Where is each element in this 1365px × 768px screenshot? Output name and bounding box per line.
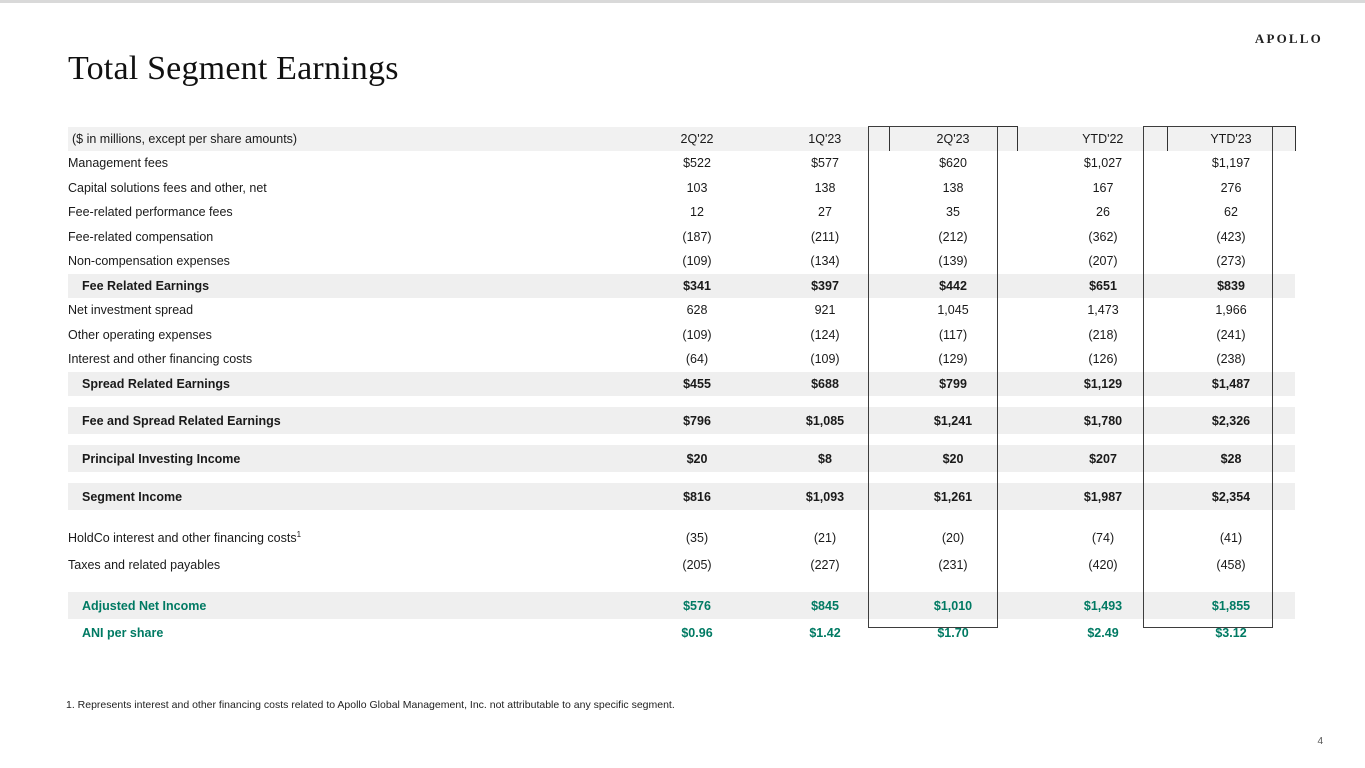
cell-2q23: $620 [939, 156, 967, 171]
cell-1q23: $8 [761, 445, 889, 472]
column-header-2q22: 2Q'22 [633, 127, 761, 152]
cell-1q23: (109) [810, 352, 840, 367]
table-row [68, 151, 1295, 176]
row-spacer [68, 396, 1295, 407]
row-label: Capital solutions fees and other, net [68, 180, 267, 195]
row-label: Management fees [68, 156, 169, 171]
cell-ytd23: $1,197 [1211, 156, 1251, 171]
cell-2q23: $20 [889, 445, 1017, 472]
cell-ytd22: $651 [1039, 274, 1167, 299]
cell-1q23: (211) [810, 229, 840, 244]
row-label: Segment Income [68, 483, 633, 510]
row-label: Other operating expenses [68, 327, 212, 342]
row-label: Taxes and related payables [68, 557, 221, 572]
cell-ytd22: $1,780 [1039, 407, 1167, 434]
cell-ytd23: 62 [1224, 205, 1238, 220]
cell-ytd23: 276 [1220, 180, 1242, 195]
cell-2q23: 35 [946, 205, 960, 220]
cell-2q22: $576 [633, 592, 761, 619]
cell-gap [1017, 249, 1039, 274]
cell-gap [1017, 483, 1039, 510]
cell-gap [1017, 524, 1039, 551]
row-label [68, 524, 633, 551]
cell-ytd22: $207 [1039, 445, 1167, 472]
cell-1q23: (227) [810, 557, 840, 572]
row-label: Net investment spread [68, 303, 194, 318]
cell-ytd23: $28 [1167, 445, 1295, 472]
cell-ytd23: $1,487 [1167, 372, 1295, 397]
table-row [68, 524, 1295, 551]
cell-2q22: 628 [686, 303, 708, 318]
cell-ytd23: $2,326 [1167, 407, 1295, 434]
cell-gap [1017, 619, 1039, 646]
cell-2q23: (231) [938, 557, 968, 572]
cell-ytd23: (241) [1216, 327, 1246, 342]
cell-1q23: (21) [813, 530, 837, 545]
cell-ytd23: (41) [1219, 530, 1243, 545]
table-row-total [68, 592, 1295, 619]
cell-1q23: 138 [814, 180, 836, 195]
cell-2q22: (64) [685, 352, 709, 367]
cell-ytd22: (420) [1088, 557, 1118, 572]
table-units-label: ($ in millions, except per share amounts) [68, 127, 633, 152]
table-row [68, 347, 1295, 372]
cell-2q22: $0.96 [681, 625, 713, 640]
cell-1q23: $1.42 [809, 625, 841, 640]
column-header-1q23: 1Q'23 [761, 127, 889, 152]
cell-gap [1017, 551, 1039, 578]
footnote: 1. Represents interest and other financing costs related to Apollo Global Management, Inc. not attributable to any specific segment. [66, 699, 675, 711]
table-row [68, 200, 1295, 225]
row-label: Spread Related Earnings [68, 372, 633, 397]
cell-gap [1017, 372, 1039, 397]
cell-gap [1017, 347, 1039, 372]
cell-ytd22: (207) [1088, 254, 1118, 269]
cell-gap [1017, 592, 1039, 619]
cell-2q23: $1,261 [889, 483, 1017, 510]
top-divider [0, 0, 1365, 3]
cell-1q23: $1,085 [761, 407, 889, 434]
cell-ytd23: 1,966 [1215, 303, 1247, 318]
cell-1q23: $397 [761, 274, 889, 299]
table-row-total [68, 619, 1295, 646]
cell-1q23: $1,093 [761, 483, 889, 510]
cell-ytd22: $1,493 [1039, 592, 1167, 619]
row-label: Non-compensation expenses [68, 254, 230, 269]
cell-gap [1017, 176, 1039, 201]
cell-gap [1017, 323, 1039, 348]
cell-2q22: $20 [633, 445, 761, 472]
cell-gap [1017, 225, 1039, 250]
cell-1q23: $577 [811, 156, 839, 171]
cell-2q23: 138 [942, 180, 964, 195]
cell-2q22: (109) [682, 254, 712, 269]
table-row-subtotal [68, 372, 1295, 397]
cell-2q23: $1,241 [889, 407, 1017, 434]
cell-2q22: $455 [633, 372, 761, 397]
cell-ytd22: $1,987 [1039, 483, 1167, 510]
cell-ytd22: (362) [1088, 229, 1118, 244]
table-row-subtotal [68, 274, 1295, 299]
row-label: Fee Related Earnings [68, 274, 633, 299]
row-spacer [68, 578, 1295, 592]
row-label-text: HoldCo interest and other financing costs [68, 531, 297, 546]
segment-earnings-table [68, 126, 1273, 646]
row-label: Adjusted Net Income [68, 592, 633, 619]
column-header-ytd22: YTD'22 [1039, 127, 1167, 152]
row-label: Fee-related performance fees [68, 205, 233, 220]
cell-1q23: 921 [814, 303, 836, 318]
row-spacer [68, 472, 1295, 483]
cell-ytd23: $3.12 [1215, 625, 1247, 640]
table-row [68, 225, 1295, 250]
cell-ytd22: (218) [1088, 327, 1118, 342]
header-gap [1017, 127, 1039, 152]
cell-2q23: (129) [938, 352, 968, 367]
row-label: ANI per share [82, 625, 164, 640]
cell-2q22: (35) [685, 530, 709, 545]
row-label: Fee-related compensation [68, 229, 214, 244]
column-header-ytd23: YTD'23 [1167, 127, 1295, 152]
cell-ytd23: (273) [1216, 254, 1246, 269]
cell-2q23: (117) [938, 327, 968, 342]
table-row-subtotal [68, 445, 1295, 472]
cell-gap [1017, 151, 1039, 176]
cell-gap [1017, 200, 1039, 225]
cell-2q23: $799 [889, 372, 1017, 397]
row-label: Fee and Spread Related Earnings [68, 407, 633, 434]
cell-2q23: $1.70 [937, 625, 969, 640]
cell-ytd22: 167 [1092, 180, 1114, 195]
cell-gap [1017, 445, 1039, 472]
cell-gap [1017, 298, 1039, 323]
page-number: 4 [1317, 736, 1323, 747]
cell-2q23: $1,010 [889, 592, 1017, 619]
cell-2q23: (139) [938, 254, 968, 269]
table-row-subtotal [68, 483, 1295, 510]
cell-ytd23: $839 [1167, 274, 1295, 299]
table-row-subtotal [68, 407, 1295, 434]
cell-gap [1017, 274, 1039, 299]
cell-2q22: $341 [633, 274, 761, 299]
cell-2q22: (187) [682, 229, 712, 244]
column-header-2q23: 2Q'23 [889, 127, 1017, 152]
cell-2q23: (20) [941, 530, 965, 545]
cell-2q23: (212) [938, 229, 968, 244]
cell-ytd23: $2,354 [1167, 483, 1295, 510]
table-row [68, 298, 1295, 323]
cell-1q23: $688 [761, 372, 889, 397]
cell-2q22: $522 [683, 156, 711, 171]
table-row [68, 249, 1295, 274]
cell-gap [1017, 407, 1039, 434]
row-spacer [68, 510, 1295, 524]
cell-ytd22: $1,027 [1083, 156, 1123, 171]
row-label: Principal Investing Income [68, 445, 633, 472]
table-row [68, 176, 1295, 201]
page-title: Total Segment Earnings [68, 50, 399, 87]
cell-ytd23: (423) [1216, 229, 1246, 244]
cell-1q23: 27 [818, 205, 832, 220]
apollo-logo: APOLLO [1254, 31, 1323, 46]
table-header-row [68, 127, 1295, 152]
cell-1q23: (134) [810, 254, 840, 269]
cell-ytd22: 26 [1096, 205, 1110, 220]
cell-ytd22: (74) [1091, 530, 1115, 545]
cell-ytd22: 1,473 [1087, 303, 1119, 318]
cell-ytd23: (458) [1216, 557, 1246, 572]
cell-1q23: $845 [761, 592, 889, 619]
cell-2q22: $796 [633, 407, 761, 434]
cell-2q22: 12 [690, 205, 704, 220]
table-row [68, 551, 1295, 578]
table-row [68, 323, 1295, 348]
row-label: Interest and other financing costs [68, 352, 253, 367]
row-spacer [68, 434, 1295, 445]
cell-ytd22: $2.49 [1087, 625, 1119, 640]
cell-2q22: 103 [686, 180, 708, 195]
cell-ytd23: $1,855 [1167, 592, 1295, 619]
cell-2q22: $816 [633, 483, 761, 510]
cell-ytd23: (238) [1216, 352, 1246, 367]
cell-ytd22: $1,129 [1039, 372, 1167, 397]
cell-ytd22: (126) [1088, 352, 1118, 367]
cell-2q23: 1,045 [937, 303, 969, 318]
cell-1q23: (124) [810, 327, 840, 342]
cell-2q22: (205) [682, 557, 712, 572]
footnote-marker: 1 [296, 529, 302, 539]
cell-2q22: (109) [682, 327, 712, 342]
cell-2q23: $442 [889, 274, 1017, 299]
